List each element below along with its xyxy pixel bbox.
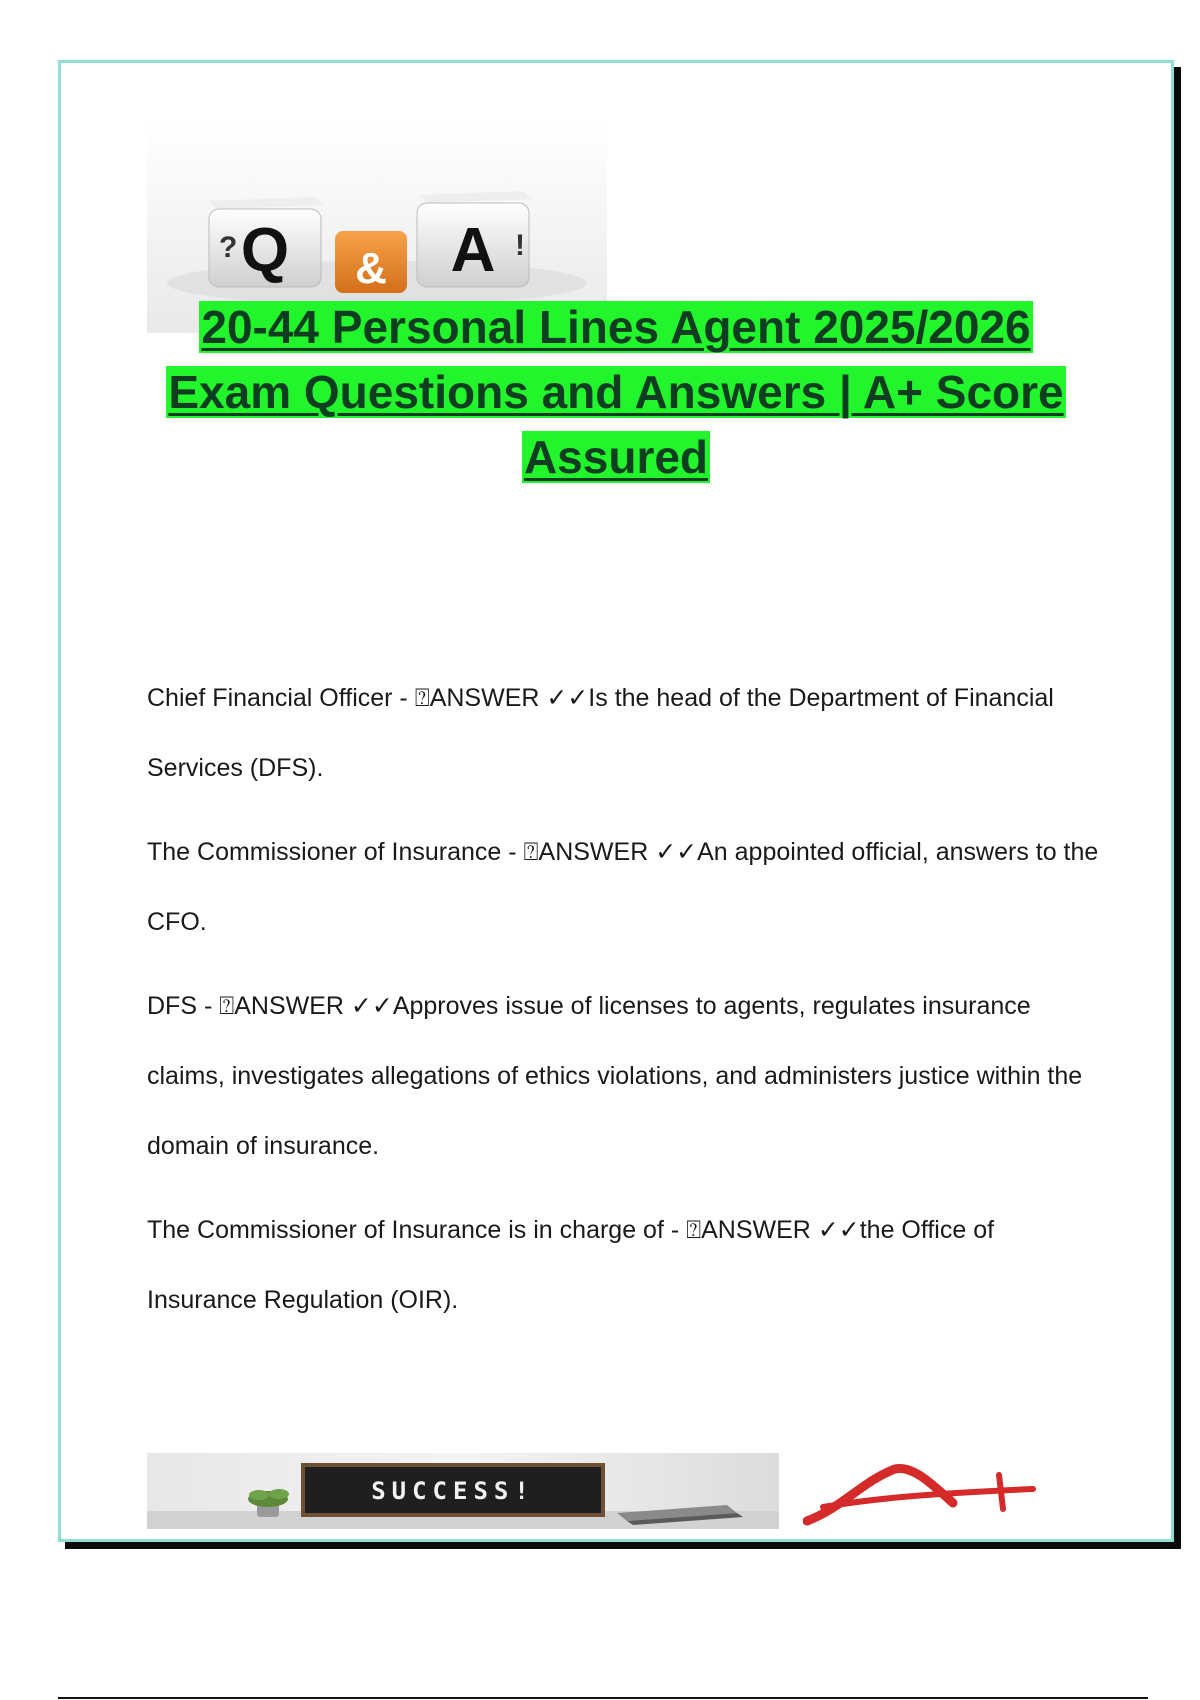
answer-label: ⍰ANSWER [686, 1216, 818, 1244]
qa-item [147, 971, 1107, 1181]
logo-exclamation: ! [515, 229, 525, 262]
answer-label: ⍰ANSWER [219, 992, 351, 1020]
check-marks-icon: ✓✓ [817, 1215, 860, 1244]
page-bottom-rule [58, 1697, 1148, 1699]
qa-item [147, 817, 1107, 957]
a-cube [417, 191, 531, 287]
qa-list [147, 663, 1107, 1349]
ampersand-cube [335, 231, 407, 293]
qa-item [147, 663, 1107, 803]
check-marks-icon: ✓✓ [350, 991, 393, 1020]
title-line-2: Exam Questions and Answers | A+ Score [168, 366, 1064, 418]
qa-term: The Commissioner of Insurance is in charge of - [147, 1216, 687, 1244]
check-marks-icon: ✓✓ [546, 683, 589, 712]
answer-label: ⍰ANSWER [523, 838, 656, 866]
answer-label: ⍰ANSWER [414, 684, 547, 712]
success-banner-image [147, 1453, 779, 1529]
document-page [58, 60, 1174, 1542]
a-plus-grade-icon [803, 1463, 1073, 1527]
logo-a: A [450, 216, 496, 285]
q-cube [209, 197, 323, 287]
grade-mark-text: A+ [1056, 1477, 1058, 1478]
qa-answer: Approves issue of licenses to agents, regulates insurance claims, investigates allegations of ethics violations, and administers justice within the domain of insurance. [147, 992, 1083, 1160]
qa-item [147, 1195, 1107, 1335]
title-line-3: Assured [523, 431, 709, 483]
title-line-1: 20-44 Personal Lines Agent 2025/2026 [201, 301, 1031, 353]
logo-q: Q [240, 216, 290, 285]
qa-answer: An appointed official, answers to the CFO. [147, 838, 1099, 936]
logo-ampersand: & [355, 244, 387, 293]
check-marks-icon: ✓✓ [655, 837, 698, 866]
qa-answer: Is the head of the Department of Financial Services (DFS). [147, 684, 1054, 782]
document-title [101, 295, 1131, 490]
qa-answer: the Office of Insurance Regulation (OIR). [147, 1216, 995, 1314]
qa-term: The Commissioner of Insurance - [147, 838, 524, 866]
logo-question-mark: ? [219, 231, 238, 264]
qa-term: DFS - [147, 992, 220, 1020]
qa-term: Chief Financial Officer - [147, 684, 415, 712]
success-text: SUCCESS! [371, 1477, 535, 1505]
